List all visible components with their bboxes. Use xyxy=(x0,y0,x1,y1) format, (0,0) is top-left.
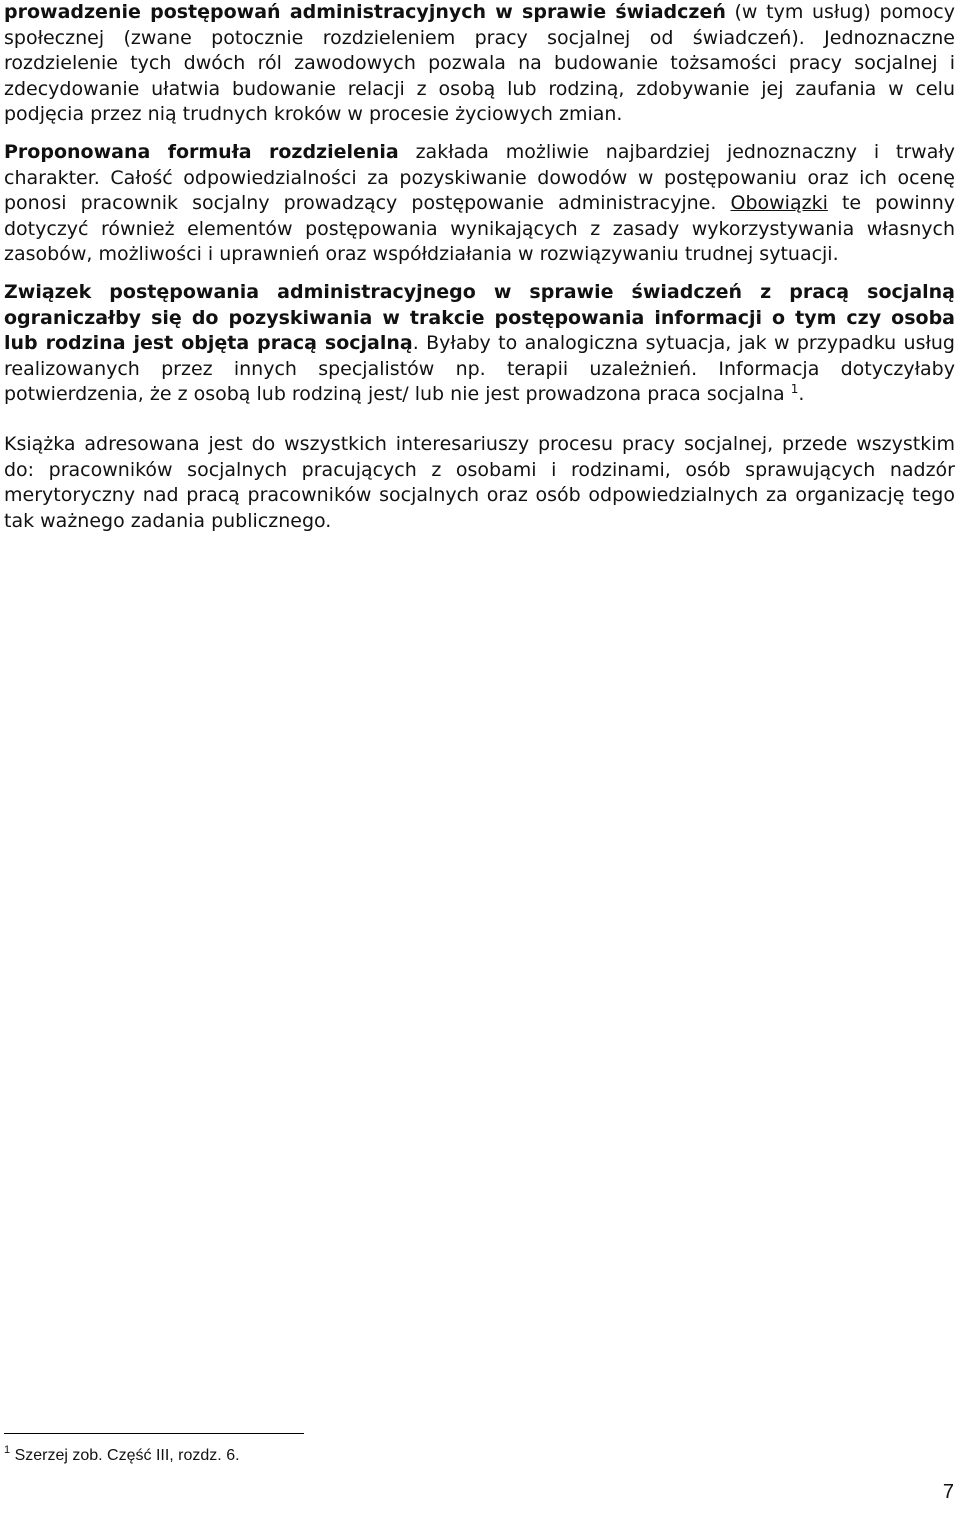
page-number: 7 xyxy=(942,1481,954,1503)
paragraph-2 xyxy=(4,140,955,268)
footnote-marker: 1 xyxy=(4,1444,11,1456)
paragraph-3-text-end: . xyxy=(798,383,805,406)
paragraph-2-underlined: Obowiązki xyxy=(730,192,828,215)
paragraph-4-text: Książka adresowana jest do wszystkich interesariuszy procesu pracy socjalnej, przede wszystkim do: pracowników socjalnych pracujących z osobami i rodzinami, osób sprawujących nadzór merytoryczny nad pracą pracowników socjalnych oraz osób odpowiedzialnych za organizację tego tak ważnego zadania publicznego. xyxy=(4,432,955,532)
paragraph-2-text-b: te powinny dotyczyć również elementów postępowania wynikających z zasady wykorzystywania własnych zasobów, możliwości i uprawnień oraz współdziałania w rozwiązywaniu trudnej sytuacji. xyxy=(4,192,955,266)
footnote-separator xyxy=(4,1433,304,1434)
paragraph-3-text: . Byłaby to analogiczna sytuacja, jak w przypadku usług realizowanych przez innych specjalistów np. terapii uzależnień. Informacja dotyczyłaby potwierdzenia, że z osobą lub rodziną jest/ lub nie jest prowadzona praca socjalna xyxy=(4,332,955,406)
paragraph-1-bold: prowadzenie postępowań administracyjnych w sprawie świadczeń xyxy=(4,1,726,23)
footnote-reference[interactable]: 1 xyxy=(790,382,799,397)
paragraph-3-bold: Związek postępowania administracyjnego w sprawie świadczeń z pracą socjalną ograniczałby się do pozyskiwania w trakcie postępowania informacji o tym czy osoba lub rodzina jest objęta pracą socjalną xyxy=(4,280,955,355)
paragraph-3 xyxy=(4,280,955,408)
document-body xyxy=(4,0,955,534)
paragraph-2-text-a: zakłada możliwie najbardziej jednoznaczny i trwały charakter. Całość odpowiedzialności za pozyskiwanie dowodów w postępowaniu oraz ich ocenę ponosi pracownik socjalny prowadzący postępowanie administracyjne. xyxy=(4,140,956,215)
paragraph-4 xyxy=(4,432,955,534)
footnote-text: Szerzej zob. Część III, rozdz. 6. xyxy=(10,1447,240,1464)
footnote xyxy=(4,1445,240,1467)
paragraph-2-bold: Proponowana formuła rozdzielenia xyxy=(4,140,399,163)
paragraph-1-text: (w tym usług) pomocy społecznej (zwane potocznie rozdzieleniem pracy socjalnej od świadczeń). Jednoznaczne rozdzielenie tych dwóch ról zawodowych pozwala na budowanie tożsamości pracy socjalnej i zdecydowanie ułatwia budowanie relacji z osobą lub rodziną, zdobywanie jej zaufania w celu podjęcia przez nią trudnych kroków w procesie życiowych zmian. xyxy=(4,1,955,126)
paragraph-1 xyxy=(4,0,955,128)
